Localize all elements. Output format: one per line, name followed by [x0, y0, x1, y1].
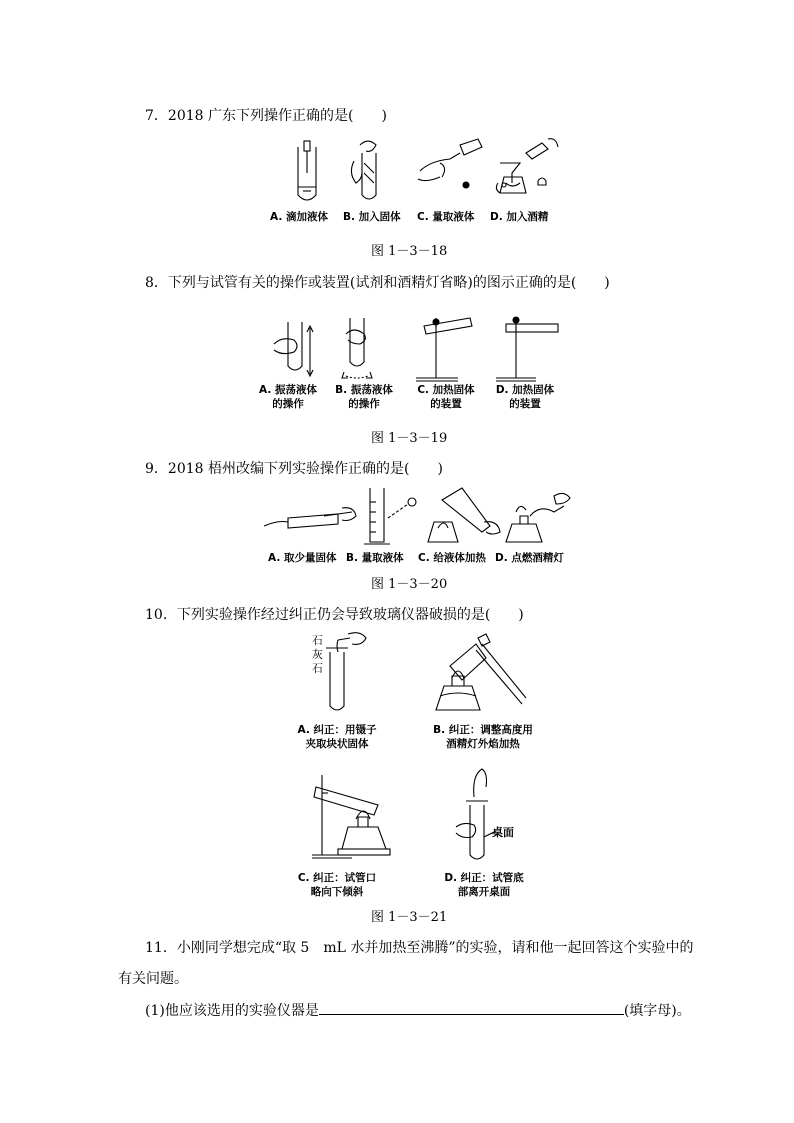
- q9-caption-c: C. 给液体加热: [418, 552, 486, 564]
- q10-caption-c-line2: 略向下倾斜: [310, 886, 364, 898]
- q10-a-label-shi2: 石: [312, 662, 323, 675]
- q10-a-label-shi: 石: [312, 634, 323, 647]
- q8-caption-c-line2: 的装置: [430, 398, 462, 410]
- q7-caption-d: D. 加入酒精: [490, 211, 549, 223]
- q7-illustration: [290, 133, 580, 208]
- q8-c-heating-solid-icon: [416, 318, 472, 381]
- q10-c-heating-apparatus-icon: [308, 765, 418, 861]
- q10-caption-d-line1: D. 纠正：试管底: [444, 872, 524, 884]
- q8-b-wrist-shaking-icon: [342, 318, 372, 378]
- q10-caption-b: [418, 723, 548, 751]
- q10-d-tube-on-table-icon: [448, 765, 518, 861]
- q8-caption-b-line1: B. 振荡液体: [335, 384, 393, 396]
- q10-caption-b-line1: B. 纠正：调整高度用: [433, 724, 533, 736]
- q10-a-label-hui: 灰: [312, 648, 323, 661]
- question-11-sub1: [145, 1000, 691, 1020]
- q8-caption-a-line1: A. 振荡液体: [259, 384, 317, 396]
- question-9-text: 9．2018 梧州改编下列实验操作正确的是( ): [145, 461, 443, 477]
- q7-d-adding-alcohol-icon: [496, 139, 558, 193]
- q7-caption-a: A. 滴加液体: [270, 211, 328, 223]
- q9-c-heating-liquid-icon: [428, 488, 500, 542]
- q9-illustration: [258, 482, 578, 548]
- q8-caption-a-line2: 的操作: [272, 398, 304, 410]
- q9-b-measuring-cylinder-icon: [364, 488, 416, 544]
- q8-caption-d-line2: 的装置: [509, 398, 541, 410]
- q8-caption-d: [495, 383, 555, 411]
- q10-caption-b-line2: 酒精灯外焰加热: [446, 738, 520, 750]
- q10-caption-c-line1: C. 纠正：试管口: [297, 872, 377, 884]
- q8-caption-b-line2: 的操作: [348, 398, 380, 410]
- q8-caption-c: [416, 383, 476, 411]
- q9-caption-d: D. 点燃酒精灯: [495, 552, 564, 564]
- question-7-text: 7．2018 广东下列操作正确的是( ): [145, 108, 387, 124]
- question-11-sub1-prefix: (1)他应该选用的实验仪器是: [145, 1003, 319, 1019]
- q8-caption-c-line1: C. 加热固体: [417, 384, 475, 396]
- q9-caption-b: B. 量取液体: [346, 552, 404, 564]
- q7-figure-label: 图 1－3－18: [371, 244, 448, 259]
- q7-caption-b: B. 加入固体: [343, 211, 401, 223]
- q7-b-adding-solid-icon: [351, 141, 376, 199]
- q8-illustration: [260, 300, 560, 382]
- q10-b-heating-tube-icon: [428, 630, 538, 716]
- q7-caption-c: C. 量取液体: [417, 211, 475, 223]
- q10-caption-a: [282, 723, 392, 751]
- q7-a-dropper-tube-icon: [298, 141, 316, 200]
- q8-caption-a: [258, 383, 318, 411]
- q10-caption-a-line1: A. 纠正：用镊子: [297, 724, 377, 736]
- answer-blank-1[interactable]: [319, 1000, 624, 1015]
- q8-caption-b: [334, 383, 394, 411]
- q9-figure-label: 图 1－3－20: [371, 577, 448, 592]
- q8-a-shaking-tube-icon: [274, 322, 313, 376]
- q10-caption-d-line2: 部离开桌面: [457, 886, 511, 898]
- q9-d-lighting-lamp-icon: [506, 493, 570, 542]
- question-11-line2: 有关问题。: [118, 971, 188, 987]
- q10-d-label-zhuomian: 桌面: [492, 826, 514, 839]
- q7-c-measuring-liquid-icon: [418, 139, 482, 188]
- q8-caption-d-line1: D. 加热固体: [495, 384, 555, 396]
- question-10-text: 10．下列实验操作经过纠正仍会导致玻璃仪器破损的是( ): [145, 607, 524, 623]
- q10-caption-d: [424, 871, 544, 899]
- q8-d-heating-solid-icon: [496, 317, 558, 381]
- q9-a-taking-solid-icon: [264, 508, 356, 528]
- question-11-sub1-suffix: (填字母)。: [623, 1003, 691, 1019]
- question-11-line1: 11．小刚同学想完成“取 5 mL 水并加热至沸腾”的实验，请和他一起回答这个实验中的: [145, 940, 694, 956]
- q8-figure-label: 图 1－3－19: [371, 431, 448, 446]
- q10-caption-a-line2: 夹取块状固体: [305, 738, 369, 750]
- q9-caption-a: A. 取少量固体: [268, 552, 337, 564]
- q10-figure-label: 图 1－3－21: [371, 910, 448, 925]
- q10-caption-c: [282, 871, 392, 899]
- q10-a-tweezers-tube-icon: [320, 630, 380, 716]
- question-8-text: 8．下列与试管有关的操作或装置(试剂和酒精灯省略)的图示正确的是( ): [145, 275, 610, 291]
